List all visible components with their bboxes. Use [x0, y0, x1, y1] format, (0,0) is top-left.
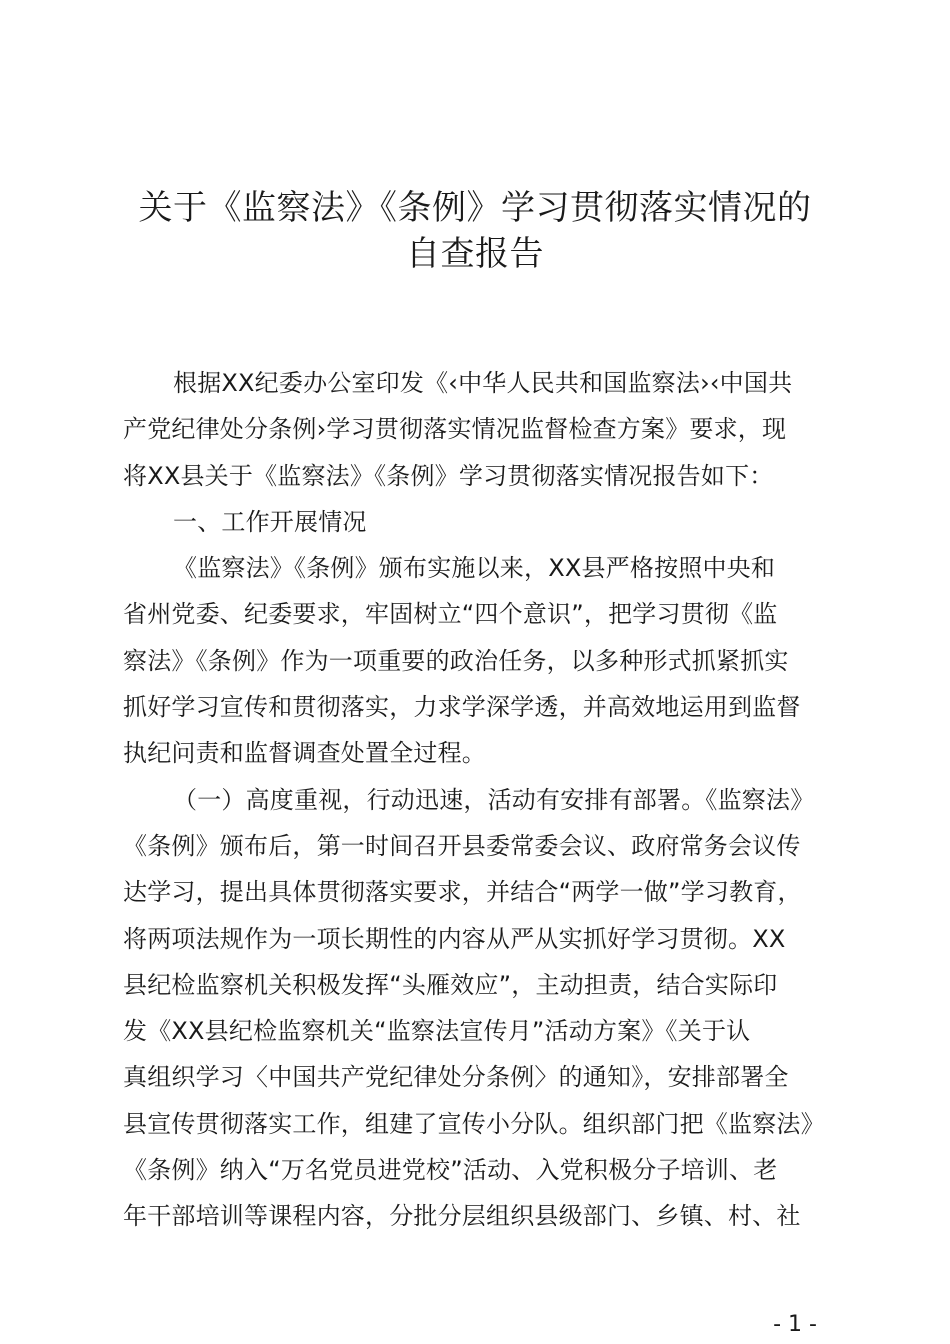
paragraph-line: 执纪问责和监督调查处置全过程。	[123, 739, 486, 768]
paragraph-line: 县宣传贯彻落实工作，组建了宣传小分队。组织部门把《监察法》	[123, 1109, 825, 1138]
paragraph-line: （一）高度重视，行动迅速，活动有安排有部署。《监察法》	[173, 785, 815, 814]
paragraph-line: 省州党委、纪委要求，牢固树立“四个意识”，把学习贯彻《监	[123, 600, 778, 629]
paragraph-line: 《条例》颁布后，第一时间召开县委常委会议、政府常务会议传	[123, 831, 801, 860]
paragraph-line: 《监察法》《条例》颁布实施以来，XX县严格按照中央和	[173, 554, 776, 583]
paragraph-line: 将两项法规作为一项长期性的内容从严从实抓好学习贯彻。XX	[123, 924, 786, 953]
title-line-1: 关于《监察法》《条例》学习贯彻落实情况的	[138, 188, 812, 228]
page-number: - 1 -	[773, 1312, 817, 1337]
paragraph-line: 产党纪律处分条例›学习贯彻落实情况监督检查方案》要求，现	[123, 415, 787, 444]
paragraph-line: 《条例》纳入“万名党员进党校”活动、入党积极分子培训、老	[123, 1156, 778, 1185]
document-title	[110, 185, 840, 277]
paragraph-line: 真组织学习〈中国共产党纪律处分条例〉的通知》，安排部署全	[123, 1063, 789, 1092]
paragraph-line: 达学习，提出具体贯彻落实要求，并结合“两学一做”学习教育，	[123, 878, 802, 907]
paragraph-line: 县纪检监察机关积极发挥“头雁效应”，主动担责，结合实际印	[123, 970, 778, 999]
paragraph-line: 将XX县关于《监察法》《条例》学习贯彻落实情况报告如下：	[123, 461, 774, 490]
paragraph-line: 察法》《条例》作为一项重要的政治任务，以多种形式抓紧抓实	[123, 646, 789, 675]
paragraph-line: 年干部培训等课程内容，分批分层组织县级部门、乡镇、村、社	[123, 1202, 801, 1231]
paragraph-line: 抓好学习宣传和贯彻落实，力求学深学透，并高效地运用到监督	[123, 693, 801, 722]
paragraph-line: 发《XX县纪检监察机关“监察法宣传月”活动方案》《关于认	[123, 1017, 751, 1046]
section-heading: 一、工作开展情况	[173, 507, 367, 536]
document-body	[123, 360, 835, 1240]
title-line-2: 自查报告	[406, 234, 544, 274]
paragraph-line: 根据XX纪委办公室印发《‹中华人民共和国监察法›‹中国共	[173, 369, 793, 397]
